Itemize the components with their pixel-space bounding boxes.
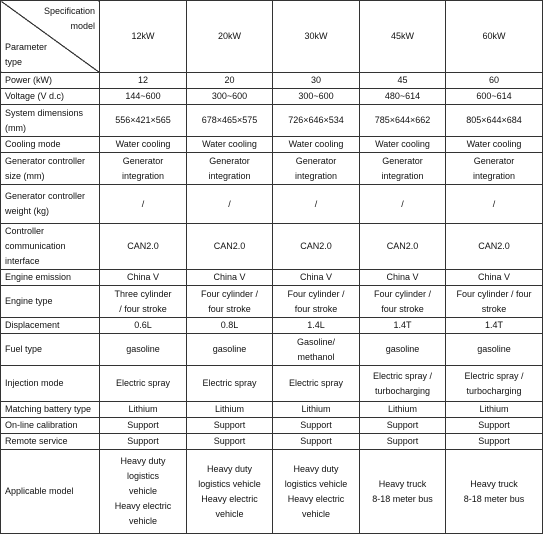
table-row — [1, 270, 543, 286]
parameter-label: interface — [5, 256, 40, 266]
value-cell — [187, 137, 273, 153]
cell-value: 678×465×575 — [201, 115, 258, 125]
cell-value: Heavy truck — [378, 478, 427, 489]
parameter-label: Cooling mode — [5, 139, 61, 149]
corner-bottom-line: Parameter — [5, 42, 48, 52]
value-cell — [100, 89, 187, 105]
value-cell — [100, 137, 187, 153]
cell-value: Lithium — [479, 404, 509, 414]
cell-value: integration — [472, 170, 516, 181]
value-cell — [360, 73, 446, 89]
value-cell — [446, 366, 543, 402]
cell-value: gasoline — [126, 344, 160, 354]
value-cell — [360, 318, 446, 334]
cell-value: Heavy duty — [120, 456, 166, 466]
cell-value: Support — [213, 436, 246, 446]
parameter-label-cell — [1, 153, 100, 185]
cell-value: Water cooling — [375, 139, 430, 149]
value-cell — [360, 286, 446, 318]
cell-value: China V — [386, 272, 419, 282]
value-cell — [360, 450, 446, 534]
cell-value: 1.4L — [307, 320, 325, 330]
cell-value: four stroke — [381, 303, 424, 314]
cell-value: Heavy duty — [293, 463, 339, 474]
cell-value: 8-18 meter bus — [463, 493, 525, 504]
cell-value: Electric spray / — [464, 370, 524, 381]
cell-value: four stroke — [208, 303, 251, 314]
value-cell — [446, 334, 543, 366]
cell-value: logistics vehicle — [284, 478, 348, 489]
value-cell — [100, 73, 187, 89]
cell-value: / — [492, 198, 496, 209]
cell-value: Lithium — [301, 404, 331, 414]
cell-value: 1.4T — [393, 320, 412, 330]
parameter-label-cell — [1, 185, 100, 224]
cell-value: Support — [300, 436, 332, 446]
cell-value: 30 — [310, 75, 321, 85]
value-cell — [100, 402, 187, 418]
value-cell — [446, 73, 543, 89]
value-cell — [100, 286, 187, 318]
parameter-label: (mm) — [5, 122, 26, 133]
cell-value: Three cylinder — [114, 288, 172, 299]
cell-value: 20 — [224, 75, 235, 85]
cell-value: Water cooling — [202, 139, 257, 149]
cell-value: four stroke — [294, 303, 338, 314]
table-row — [1, 73, 543, 89]
corner-spec-model — [44, 4, 95, 34]
model-header-20kw: 20kW — [187, 1, 273, 73]
cell-value: / four stroke — [119, 303, 167, 314]
value-cell — [100, 434, 187, 450]
value-cell — [446, 318, 543, 334]
cell-value: vehicle — [301, 508, 330, 519]
cell-value: 785×644×662 — [374, 115, 431, 125]
value-cell — [360, 270, 446, 286]
cell-value: 300~600 — [211, 91, 248, 101]
parameter-label-cell — [1, 450, 100, 534]
cell-value: / — [401, 198, 404, 209]
cell-value: Generator — [122, 155, 164, 166]
value-cell — [273, 270, 360, 286]
cell-value: 8-18 meter bus — [372, 493, 433, 504]
cell-value: Lithium — [214, 404, 244, 414]
cell-value: vehicle — [215, 508, 244, 519]
cell-value: Generator — [209, 155, 250, 166]
table-row — [1, 137, 543, 153]
value-cell — [187, 73, 273, 89]
parameter-label-cell — [1, 270, 100, 286]
table-row — [1, 366, 543, 402]
cell-value: Electric spray — [115, 378, 170, 388]
value-cell — [446, 418, 543, 434]
parameter-label: Power (kW) — [5, 75, 52, 85]
cell-value: Four cylinder / — [373, 288, 432, 299]
cell-value: Heavy duty — [206, 463, 253, 474]
parameter-label-cell — [1, 286, 100, 318]
parameter-label-cell — [1, 366, 100, 402]
value-cell — [360, 334, 446, 366]
parameter-label-cell — [1, 434, 100, 450]
value-cell — [446, 270, 543, 286]
parameter-label: Matching battery type — [5, 404, 92, 414]
table-row — [1, 105, 543, 137]
cell-value: 480~614 — [384, 91, 421, 101]
value-cell — [100, 153, 187, 185]
cell-value: Support — [386, 436, 419, 446]
cell-value: Gasoline/ — [296, 336, 336, 347]
value-cell — [187, 153, 273, 185]
parameter-label: Displacement — [5, 320, 60, 330]
cell-value: 0.8L — [220, 320, 239, 330]
cell-value: Generator — [473, 155, 515, 166]
value-cell — [273, 450, 360, 534]
value-cell — [187, 89, 273, 105]
table-row — [1, 286, 543, 318]
parameter-label: Voltage (V d.c) — [5, 91, 65, 101]
cell-value: logistics vehicle — [198, 478, 261, 489]
value-cell — [273, 366, 360, 402]
corner-top-line: Specification — [43, 6, 95, 16]
value-cell — [100, 185, 187, 224]
parameter-label: On-line calibration — [5, 420, 78, 430]
value-cell — [187, 366, 273, 402]
table-row — [1, 89, 543, 105]
cell-value: Support — [127, 420, 159, 430]
cell-value: Heavy electric — [287, 493, 345, 504]
cell-value: China V — [477, 272, 511, 282]
cell-value: gasoline — [385, 344, 420, 354]
value-cell — [100, 105, 187, 137]
value-cell — [360, 402, 446, 418]
value-cell — [273, 73, 360, 89]
cell-value: logistics — [126, 471, 159, 481]
cell-value: 144~600 — [125, 91, 161, 101]
cell-value: Four cylinder / — [287, 288, 345, 299]
cell-value: Generator — [382, 155, 423, 166]
cell-value: Heavy electric — [114, 501, 172, 511]
value-cell — [187, 418, 273, 434]
value-cell — [360, 185, 446, 224]
cell-value: 1.4T — [484, 320, 503, 330]
cell-value: 805×644×684 — [466, 115, 522, 125]
corner-bottom-line: type — [5, 57, 23, 67]
cell-value: CAN2.0 — [478, 241, 510, 251]
value-cell — [100, 334, 187, 366]
cell-value: Generator — [295, 155, 337, 166]
cell-value: integration — [121, 170, 165, 181]
value-cell — [360, 366, 446, 402]
cell-value: China V — [126, 272, 160, 282]
value-cell — [360, 418, 446, 434]
value-cell — [100, 270, 187, 286]
parameter-label: Applicable model — [5, 486, 74, 496]
corner-top-line: model — [70, 21, 95, 31]
value-cell — [446, 105, 543, 137]
table-row — [1, 334, 543, 366]
value-cell — [360, 224, 446, 270]
value-cell — [187, 434, 273, 450]
value-cell — [446, 89, 543, 105]
cell-value: Lithium — [128, 404, 158, 414]
table-row — [1, 318, 543, 334]
cell-value: Support — [478, 436, 510, 446]
value-cell — [187, 286, 273, 318]
value-cell — [100, 450, 187, 534]
cell-value: Water cooling — [288, 139, 344, 149]
cell-value: turbocharging — [374, 385, 431, 396]
parameter-label-cell — [1, 334, 100, 366]
parameter-label-cell — [1, 105, 100, 137]
cell-value: integration — [381, 170, 424, 181]
value-cell — [446, 137, 543, 153]
parameter-label-cell — [1, 318, 100, 334]
value-cell — [273, 153, 360, 185]
cell-value: integration — [294, 170, 338, 181]
value-cell — [187, 334, 273, 366]
value-cell — [446, 185, 543, 224]
cell-value: Water cooling — [115, 139, 171, 149]
value-cell — [273, 137, 360, 153]
parameter-label: Fuel type — [5, 344, 43, 354]
cell-value: Support — [213, 420, 246, 430]
value-cell — [360, 137, 446, 153]
parameter-label: System dimensions — [5, 107, 84, 118]
cell-value: CAN2.0 — [127, 241, 159, 251]
cell-value: Four cylinder / — [200, 288, 259, 299]
table-row — [1, 402, 543, 418]
value-cell — [100, 418, 187, 434]
value-cell — [360, 105, 446, 137]
value-cell — [273, 434, 360, 450]
parameter-label: weight (kg) — [5, 206, 50, 216]
table-row — [1, 224, 543, 270]
cell-value: / — [141, 198, 145, 209]
cell-value: stroke — [481, 303, 507, 314]
value-cell — [273, 286, 360, 318]
value-cell — [360, 89, 446, 105]
cell-value: 45 — [397, 75, 408, 85]
cell-value: Lithium — [387, 404, 417, 414]
parameter-label-cell — [1, 89, 100, 105]
value-cell — [100, 366, 187, 402]
parameter-label: Controller — [5, 226, 45, 236]
cell-value: Heavy truck — [470, 478, 518, 489]
parameter-label-cell — [1, 402, 100, 418]
value-cell — [187, 402, 273, 418]
value-cell — [446, 434, 543, 450]
cell-value: 556×421×565 — [115, 115, 171, 125]
value-cell — [273, 224, 360, 270]
value-cell — [187, 224, 273, 270]
cell-value: 60 — [488, 75, 499, 85]
parameter-label: Generator controller — [5, 155, 86, 166]
cell-value: Support — [478, 420, 510, 430]
corner-header-cell — [1, 1, 100, 73]
value-cell — [187, 105, 273, 137]
cell-value: CAN2.0 — [213, 241, 246, 251]
value-cell — [187, 450, 273, 534]
cell-value: Electric spray — [202, 378, 257, 388]
cell-value: / — [314, 198, 318, 209]
cell-value: gasoline — [477, 344, 511, 354]
parameter-label: Engine type — [5, 296, 53, 306]
corner-param-type — [5, 40, 47, 70]
header-row — [1, 1, 543, 73]
table-row — [1, 450, 543, 534]
value-cell — [100, 318, 187, 334]
value-cell — [446, 286, 543, 318]
model-header-12kw: 12kW — [100, 1, 187, 73]
table-row — [1, 153, 543, 185]
value-cell — [187, 318, 273, 334]
value-cell — [273, 334, 360, 366]
parameter-label-cell — [1, 418, 100, 434]
value-cell — [446, 402, 543, 418]
cell-value: Support — [300, 420, 332, 430]
value-cell — [446, 224, 543, 270]
value-cell — [273, 89, 360, 105]
cell-value: Four cylinder / four — [456, 288, 532, 299]
value-cell — [273, 185, 360, 224]
value-cell — [187, 185, 273, 224]
value-cell — [360, 434, 446, 450]
cell-value: 0.6L — [134, 320, 152, 330]
cell-value: Electric spray — [288, 378, 343, 388]
cell-value: turbocharging — [466, 385, 522, 396]
value-cell — [446, 153, 543, 185]
parameter-label-cell — [1, 137, 100, 153]
table-row — [1, 434, 543, 450]
cell-value: integration — [208, 170, 251, 181]
table-row — [1, 418, 543, 434]
model-header-30kw: 30kW — [273, 1, 360, 73]
model-header-45kw: 45kW — [360, 1, 446, 73]
parameter-label: Remote service — [5, 436, 68, 446]
cell-value: 726×646×534 — [288, 115, 344, 125]
cell-value: vehicle — [128, 516, 157, 526]
value-cell — [100, 224, 187, 270]
cell-value: / — [228, 198, 231, 209]
value-cell — [360, 153, 446, 185]
table-row — [1, 185, 543, 224]
cell-value: CAN2.0 — [300, 241, 332, 251]
parameter-label: Generator controller — [5, 191, 86, 201]
cell-value: 600~614 — [476, 91, 512, 101]
cell-value: China V — [213, 272, 246, 282]
model-header-60kw: 60kW — [446, 1, 543, 73]
value-cell — [446, 450, 543, 534]
cell-value: Electric spray / — [372, 370, 432, 381]
cell-value: gasoline — [212, 344, 247, 354]
cell-value: 12 — [137, 75, 148, 85]
value-cell — [273, 402, 360, 418]
value-cell — [187, 270, 273, 286]
cell-value: Support — [386, 420, 419, 430]
cell-value: CAN2.0 — [386, 241, 419, 251]
cell-value: 300~600 — [298, 91, 334, 101]
parameter-label: size (mm) — [5, 170, 45, 181]
cell-value: Heavy electric — [201, 493, 258, 504]
cell-value: vehicle — [128, 486, 157, 496]
cell-value: methanol — [297, 351, 335, 362]
parameter-label: Engine emission — [5, 272, 72, 282]
value-cell — [273, 105, 360, 137]
value-cell — [273, 418, 360, 434]
cell-value: Water cooling — [466, 139, 522, 149]
cell-value: Support — [127, 436, 159, 446]
cell-value: China V — [299, 272, 333, 282]
value-cell — [273, 318, 360, 334]
parameter-label-cell — [1, 73, 100, 89]
parameter-label: communication — [5, 241, 66, 251]
parameter-label-cell — [1, 224, 100, 270]
parameter-label: Injection mode — [5, 378, 64, 388]
